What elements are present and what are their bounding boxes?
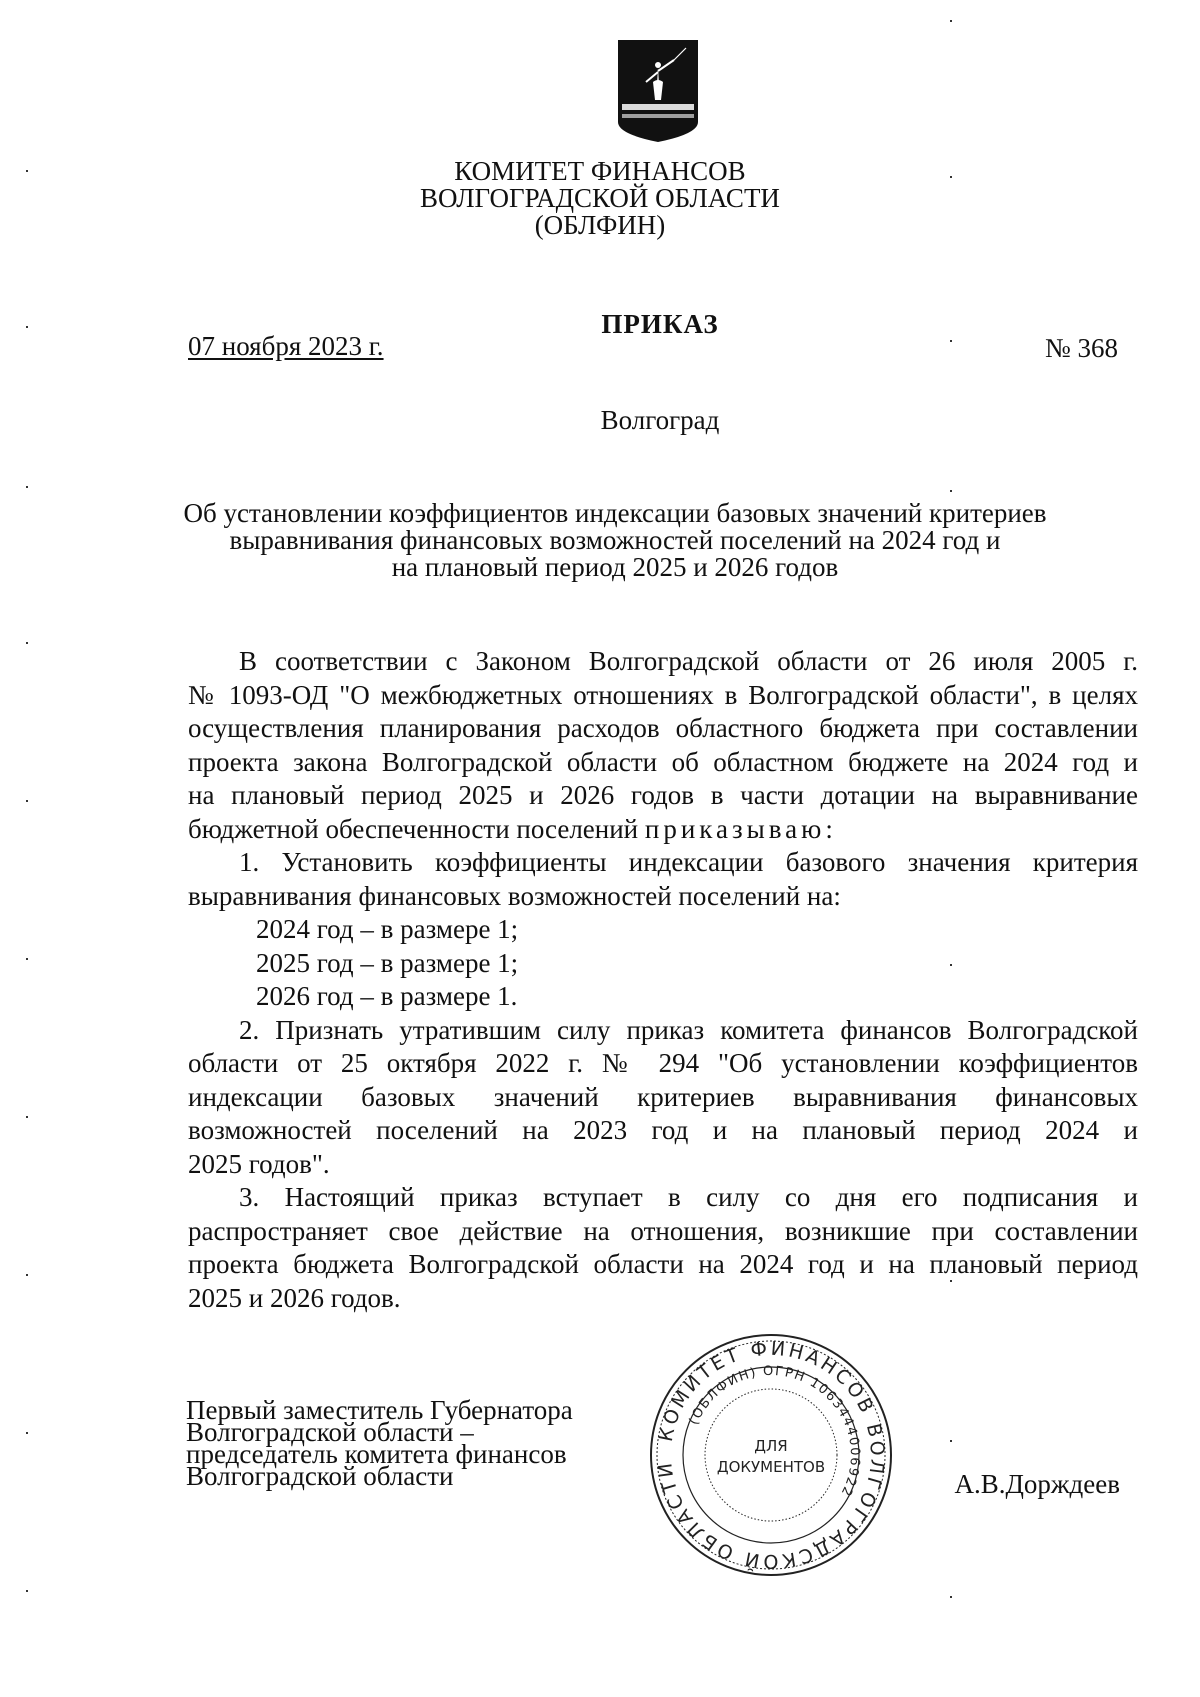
body-line: В соответствии с Законом Волгоградской области от 26 июля 2005 г. bbox=[239, 646, 1138, 676]
body-line: проекта закона Волгоградской области об областном бюджете на 2024 год и bbox=[188, 746, 1138, 777]
organization-name bbox=[300, 158, 900, 239]
scan-speck bbox=[950, 1440, 952, 1442]
official-seal-stamp bbox=[648, 1332, 894, 1578]
scan-speck bbox=[26, 170, 28, 172]
scan-speck bbox=[26, 800, 28, 802]
document-subject bbox=[180, 500, 1050, 581]
volgograd-coat-of-arms-icon bbox=[616, 38, 700, 144]
scan-speck bbox=[26, 1274, 28, 1276]
scan-speck bbox=[26, 326, 28, 328]
item-1-line: выравнивания финансовых возможностей поселений на: bbox=[188, 880, 841, 911]
order-word: приказываю: bbox=[644, 813, 837, 844]
item-2-line: возможностей поселений на 2023 год и на плановый период 2024 и bbox=[188, 1115, 1138, 1145]
body-line: на плановый период 2025 и 2026 годов в части дотации на выравнивание bbox=[188, 780, 1138, 810]
item-2-line: индексации базовых значений критериев выравнивания финансовых bbox=[188, 1081, 1138, 1112]
scan-speck bbox=[950, 1280, 952, 1282]
item-2-line: 2. Признать утратившим силу приказ комитета финансов Волгоградской bbox=[239, 1014, 1138, 1045]
item-3-line: 2025 и 2026 годов. bbox=[188, 1282, 401, 1313]
subject-line: Об установлении коэффициентов индексации базовых значений критериев bbox=[183, 498, 1047, 528]
org-line: (ОБЛФИН) bbox=[534, 210, 666, 240]
stamp-center-line: ДОКУМЕНТОВ bbox=[716, 1458, 826, 1476]
scan-speck bbox=[26, 1116, 28, 1118]
scan-speck bbox=[26, 1432, 28, 1434]
document-city: Волгоград bbox=[600, 405, 720, 435]
item-1-line: 1. Установить коэффициенты индексации базового значения критерия bbox=[239, 847, 1138, 877]
item-3-line: 3. Настоящий приказ вступает в силу со дня его подписания и bbox=[239, 1182, 1138, 1212]
stamp-center-line: ДЛЯ bbox=[754, 1437, 788, 1455]
item-2-line: 2025 годов". bbox=[188, 1148, 330, 1179]
scan-speck bbox=[26, 486, 28, 488]
document-body bbox=[188, 645, 1138, 1315]
item-2-line: области от 25 октября 2022 г. № 294 "Об установлении коэффициентов bbox=[188, 1048, 1138, 1078]
scan-speck bbox=[950, 176, 952, 178]
scan-speck bbox=[26, 642, 28, 644]
item-1-sub: 2024 год – в размере 1; bbox=[256, 914, 519, 944]
scan-speck bbox=[950, 1596, 952, 1598]
stamp-outer-text: КОМИТЕТ ФИНАНСОВ ВОЛГОГРАДСКОЙ ОБЛАСТИ bbox=[653, 1337, 889, 1573]
item-3-line: распространяет свое действие на отношения, возникшие при составлении bbox=[188, 1215, 1138, 1246]
signer-name: А.В.Дорждеев bbox=[954, 1469, 1120, 1499]
position-line: председатель комитета финансов bbox=[186, 1439, 567, 1469]
body-line: осуществления планирования расходов областного бюджета при составлении bbox=[188, 713, 1138, 743]
position-line: Первый заместитель Губернатора bbox=[186, 1395, 573, 1425]
document-number: № 368 bbox=[1044, 333, 1118, 363]
scan-speck bbox=[950, 490, 952, 492]
signer-position bbox=[186, 1395, 646, 1491]
item-1-sub: 2025 год – в размере 1; bbox=[256, 947, 519, 978]
org-line: КОМИТЕТ ФИНАНСОВ bbox=[454, 156, 746, 186]
stamp-inner-text: (ОБЛФИН) ОГРН 1063444006922 bbox=[686, 1363, 863, 1500]
item-1-sub: 2026 год – в размере 1. bbox=[256, 981, 518, 1011]
scan-speck bbox=[26, 1590, 28, 1592]
scan-speck bbox=[26, 958, 28, 960]
subject-line: на плановый период 2025 и 2026 годов bbox=[391, 552, 839, 582]
body-line bbox=[188, 813, 1138, 847]
org-line: ВОЛГОГРАДСКОЙ ОБЛАСТИ bbox=[420, 183, 780, 213]
scan-speck bbox=[950, 20, 952, 22]
subject-line: выравнивания финансовых возможностей поселений на 2024 год и bbox=[229, 525, 1001, 555]
document-date: 07 ноября 2023 г. bbox=[188, 331, 384, 361]
intro-last-text: бюджетной обеспеченности поселений bbox=[188, 813, 639, 844]
position-line: Волгоградской области bbox=[186, 1461, 454, 1491]
scan-speck bbox=[950, 964, 952, 966]
body-line: № 1093-ОД "О межбюджетных отношениях в Волгоградской области", в целях bbox=[188, 679, 1138, 710]
item-3-line: проекта бюджета Волгоградской области на 2024 год и на плановый период bbox=[188, 1249, 1138, 1279]
position-line: Волгоградской области – bbox=[186, 1417, 474, 1447]
document-type: ПРИКАЗ bbox=[601, 309, 719, 339]
scan-speck bbox=[950, 340, 952, 342]
